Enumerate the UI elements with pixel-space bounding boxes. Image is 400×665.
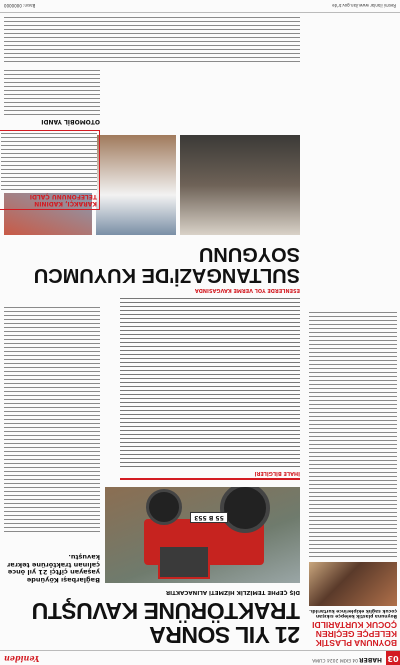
newspaper-logo: Yeniden	[4, 654, 40, 664]
photo-police	[96, 135, 176, 235]
side-box-text	[1, 133, 97, 193]
page-number: 03	[386, 651, 400, 665]
second-story-headline: SULTANGAZİ'DE KUYUMCU SOYGUNU	[33, 243, 300, 286]
second-story-body	[4, 17, 300, 65]
main-story-body	[4, 305, 100, 535]
page-header	[0, 650, 400, 665]
license-plate: 55 B 553	[190, 512, 228, 523]
side-box-2	[4, 68, 100, 125]
main-story-text	[4, 305, 100, 535]
photo-suspect	[180, 135, 300, 235]
tractor-cab	[158, 545, 210, 579]
section-label: HABER	[359, 656, 382, 663]
left-story-lead: Boynuna plastik kelepçe sıkışan çocuk sağlık ekiplerince kurtarıldı.	[309, 608, 397, 618]
footer-left-text: Resmi ilanlar www.ilan.gov.tr'de	[332, 3, 396, 8]
side-box-2-text	[4, 68, 100, 118]
tractor-front-wheel	[146, 489, 182, 525]
left-story-photo	[309, 562, 397, 606]
tender-info-text	[120, 295, 300, 470]
main-headline: 21 YIL SONRA TRAKTÖRÜNE KAVUŞTU	[32, 598, 300, 648]
main-subhead: DİŞ ÇEPHE TEMİZLİK HİZMETİ ALINACAKTIR	[165, 589, 300, 595]
tender-info-title: İHALE BİLGİLERİ	[254, 470, 300, 476]
tractor-photo	[105, 487, 300, 583]
side-box-2-title: OTOMOBİL YANDI	[41, 118, 100, 125]
left-story	[309, 310, 397, 647]
second-story-kicker: ESENLERDE YOL VERME KAVGASINDA	[194, 287, 300, 293]
left-story-body	[309, 310, 397, 560]
issue-date: 04 EKİM 2024 CUMA	[312, 657, 358, 662]
tender-info-box	[120, 295, 300, 480]
side-box	[0, 130, 100, 210]
footer-right-text: Basın: 0000000	[4, 3, 36, 8]
page-footer	[0, 0, 400, 13]
main-story-lead: Bağlarbaşı Köyünde yaşayan çiftçi 21 yıl önce çalınan traktörüne tekrar kavuştu.	[7, 553, 100, 584]
left-story-headline: BOYNUNA PLASTİK KELEPÇE GEÇİREN ÇOCUK KURTARILDI	[312, 620, 397, 648]
side-box-title: KARAKÇI, KADININ TELEFONUNU ÇALDI	[29, 193, 97, 207]
